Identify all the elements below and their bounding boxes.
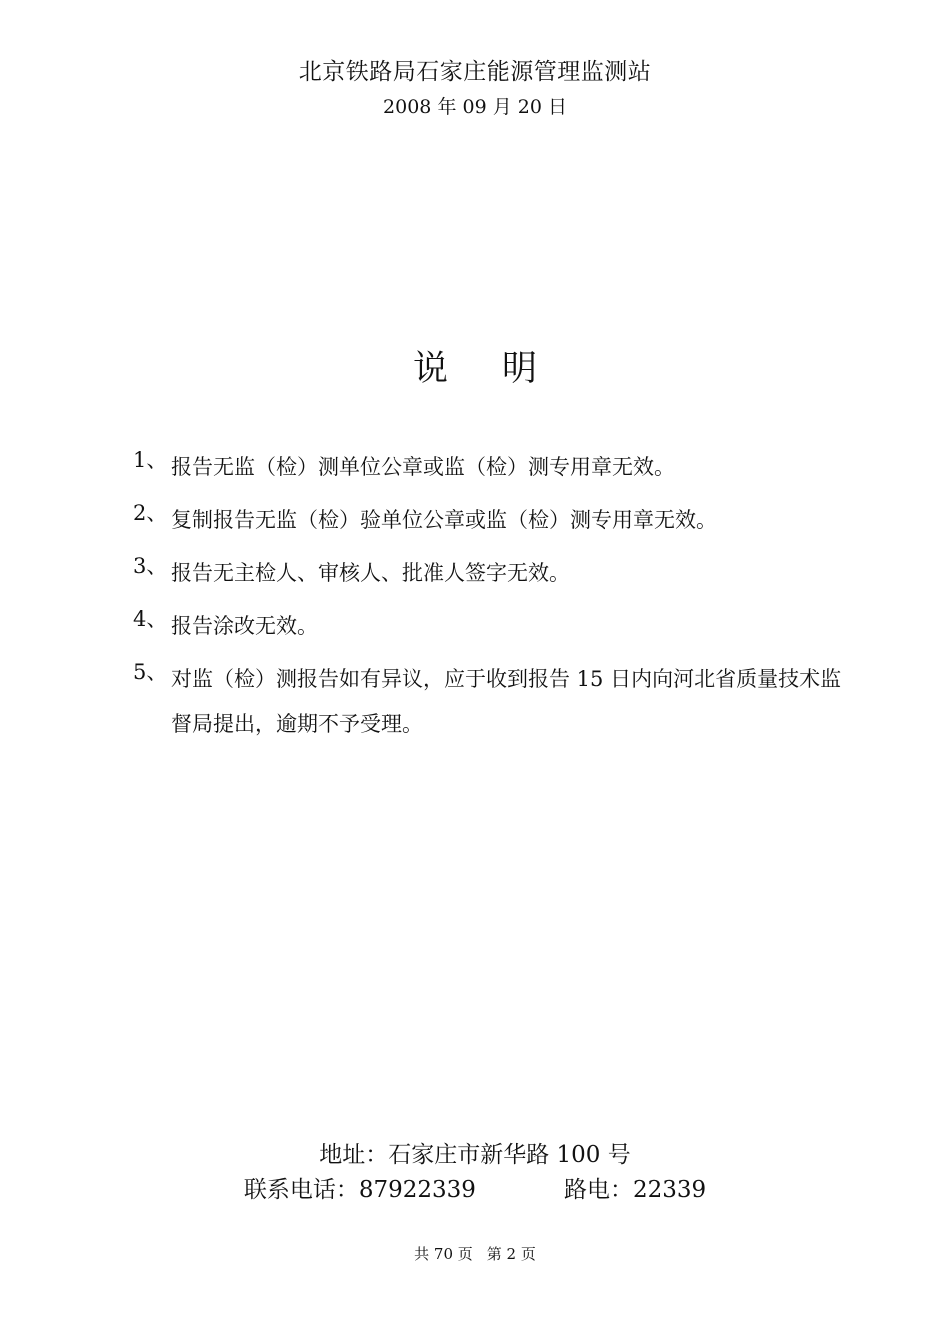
contact-line	[0, 1175, 950, 1205]
note-text: 复制报告无监（检）验单位公章或监（检）测专用章无效。	[171, 508, 717, 532]
title-char-1: 说	[412, 349, 448, 389]
note-text: 报告无主检人、审核人、批准人签字无效。	[171, 561, 570, 585]
note-item	[133, 604, 853, 649]
note-number: 1、	[133, 448, 168, 472]
note-number: 4、	[133, 607, 168, 631]
notes-list	[133, 448, 853, 762]
page-total: 共 70 页	[414, 1245, 473, 1263]
address: 地址：石家庄市新华路 100 号	[319, 1142, 631, 1168]
note-item	[133, 498, 853, 543]
note-text: 报告无监（检）测单位公章或监（检）测专用章无效。	[171, 455, 675, 479]
report-date: 2008 年 09 月 20 日	[383, 96, 567, 118]
page-number-footer	[0, 1244, 950, 1264]
note-item	[133, 551, 853, 596]
contact-phone: 联系电话：87922339	[243, 1177, 476, 1203]
note-text: 对监（检）测报告如有异议，应于收到报告 15 日内向河北省质量技术监督局提出，逾期不予受理。	[171, 667, 842, 736]
note-item	[133, 445, 853, 490]
railway-phone: 路电：22339	[563, 1177, 707, 1203]
page-current: 第 2 页	[486, 1245, 536, 1263]
organization-name: 北京铁路局石家庄能源管理监测站	[298, 59, 652, 85]
note-text: 报告涂改无效。	[171, 614, 318, 638]
title-char-2: 明	[502, 349, 538, 389]
note-item	[133, 657, 853, 747]
note-number: 5、	[133, 660, 168, 684]
page-title	[0, 347, 950, 391]
note-number: 2、	[133, 501, 168, 525]
note-number: 3、	[133, 554, 168, 578]
